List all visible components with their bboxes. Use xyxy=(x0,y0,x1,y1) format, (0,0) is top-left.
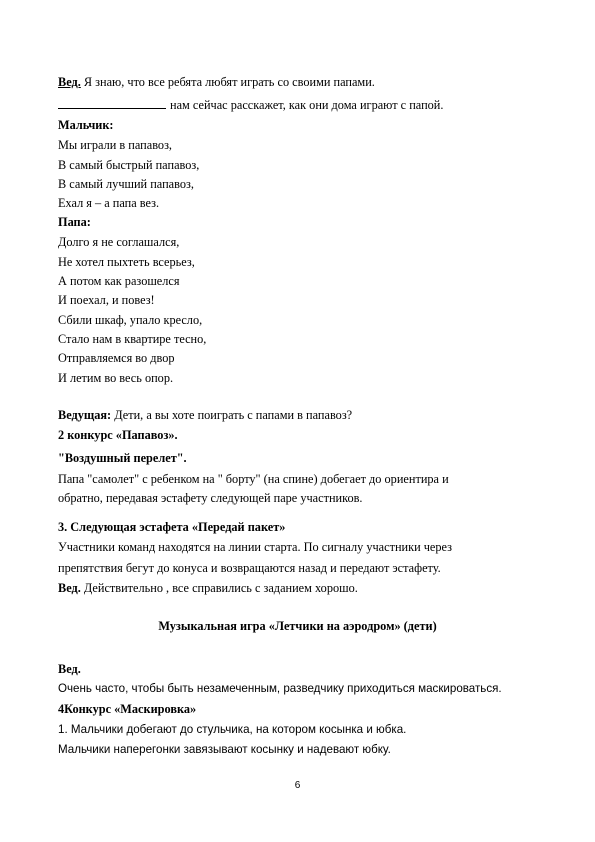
contest-4-text: 1. Мальчики добегают до стульчика, на котором косынка и юбка. xyxy=(58,723,407,736)
contest-3-text: препятствия бегут до конуса и возвращаются назад и передают эстафету. xyxy=(58,561,441,575)
contest-2-text: обратно, передавая эстафету следующей паре участников. xyxy=(58,491,363,505)
intro-text: Я знаю, что все ребята любят играть со своими папами. xyxy=(80,75,375,89)
dad-verse-line: И поехал, и повез! xyxy=(58,293,155,307)
contest-3-host-line xyxy=(58,580,358,596)
intro-line-2-text: нам сейчас расскажет, как они дома играют с папой. xyxy=(170,98,444,112)
contest-2-title: 2 конкурс «Папавоз». xyxy=(58,428,178,442)
host-question xyxy=(58,407,352,423)
dad-verse-line: Отправляемся во двор xyxy=(58,351,175,365)
speaker-label: Ведущая: xyxy=(58,408,112,422)
boy-heading: Мальчик: xyxy=(58,118,114,132)
speaker-label: Вед. xyxy=(58,75,81,89)
host-question-text: Дети, а вы хоте поиграть с папами в папавоз? xyxy=(111,408,353,422)
contest-2-subtitle: "Воздушный перелет". xyxy=(58,451,187,465)
boy-verse-line: Мы играли в папавоз, xyxy=(58,138,172,152)
contest-4-title: 4Конкурс «Маскировка» xyxy=(58,702,197,716)
dad-verse-line: Стало нам в квартире тесно, xyxy=(58,332,207,346)
dad-verse-line: И летим во весь опор. xyxy=(58,371,174,385)
contest-3-host-text: Действительно , все справились с заданием хорошо. xyxy=(80,581,358,595)
music-game-title: Музыкальная игра «Летчики на аэродром» (дети) xyxy=(158,619,437,633)
intro-line xyxy=(58,74,375,90)
boy-verse-line: Ехал я – а папа вез. xyxy=(58,196,160,210)
dad-verse-line: А потом как разошелся xyxy=(58,274,180,288)
speaker-label: Вед. xyxy=(58,581,81,595)
speaker-label: Вед. xyxy=(58,662,81,676)
boy-verse-line: В самый быстрый папавоз, xyxy=(58,158,200,172)
dad-verse-line: Долго я не соглашался, xyxy=(58,235,180,249)
contest-3-title: 3. Следующая эстафета «Передай пакет» xyxy=(58,520,286,534)
dad-verse-line: Не хотел пыхтеть всерьез, xyxy=(58,255,195,269)
host-2-text: Очень часто, чтобы быть незамеченным, разведчику приходиться маскироваться. xyxy=(58,682,502,695)
dad-verse-line: Сбили шкаф, упало кресло, xyxy=(58,313,203,327)
contest-3-text: Участники команд находятся на линии старта. По сигналу участники через xyxy=(58,540,453,554)
fill-in-blank xyxy=(58,97,166,109)
dad-heading: Папа: xyxy=(58,215,91,229)
boy-verse-line: В самый лучший папавоз, xyxy=(58,177,194,191)
intro-line-2 xyxy=(58,97,443,113)
contest-2-text: Папа "самолет" с ребенком на " борту" (на спине) добегает до ориентира и xyxy=(58,472,449,486)
page-number: 6 xyxy=(294,780,301,791)
contest-4-text: Мальчики наперегонки завязывают косынку и надевают юбку. xyxy=(58,743,391,756)
